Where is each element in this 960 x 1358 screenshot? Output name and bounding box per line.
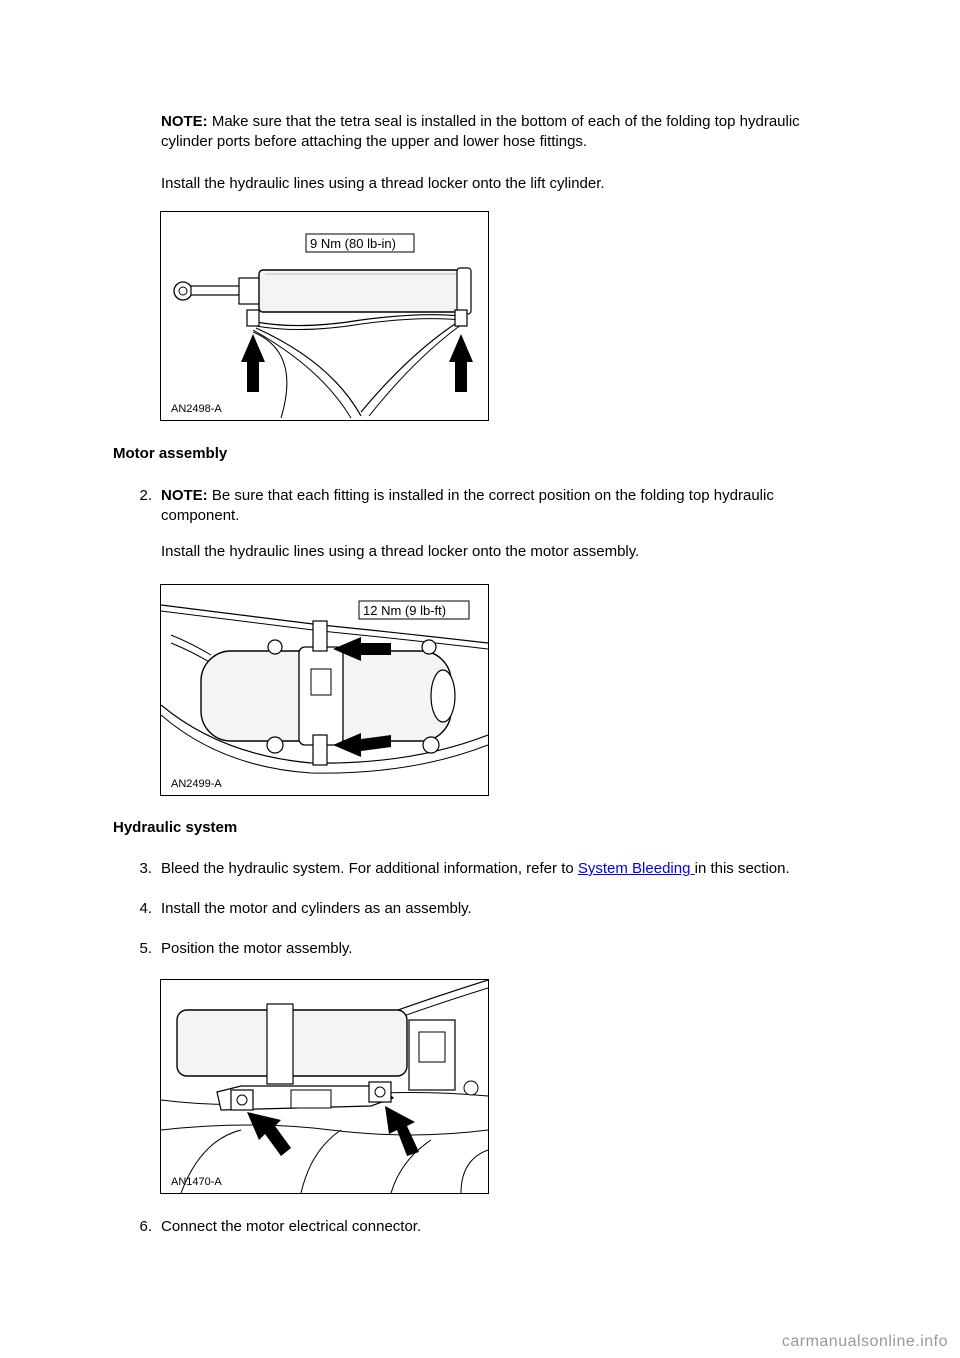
step6-instruction: Connect the motor electrical connector.	[161, 1218, 422, 1235]
note-label: NOTE:	[161, 113, 208, 130]
step2-instruction: Install the hydraulic lines using a thread locker onto the motor assembly.	[161, 543, 640, 560]
step4-number: 4.	[139, 900, 152, 917]
section-heading-motor-assembly: Motor assembly	[113, 445, 228, 462]
figure-lift-cylinder	[160, 211, 489, 421]
step2-note	[161, 486, 841, 526]
section-heading-hydraulic-system: Hydraulic system	[113, 819, 238, 836]
step5-instruction: Position the motor assembly.	[161, 940, 353, 957]
figure1-id: AN2498-A	[171, 403, 222, 415]
step3-text-after: in this section.	[694, 860, 790, 877]
figure3-id: AN1470-A	[171, 1176, 222, 1188]
step3-number: 3.	[139, 860, 152, 877]
figure2-torque-label: 12 Nm (9 lb-ft)	[363, 603, 447, 618]
step3-text-before: Bleed the hydraulic system. For additional information, refer to	[161, 860, 578, 877]
step5-number: 5.	[139, 940, 152, 957]
step6-number: 6.	[139, 1218, 152, 1235]
step2-number: 2.	[139, 487, 152, 504]
step2-note-text: Be sure that each fitting is installed in the correct position on the folding top hydraulic component.	[161, 487, 774, 524]
note-paragraph	[161, 112, 801, 152]
figure-motor-position	[160, 979, 489, 1194]
system-bleeding-link[interactable]: System Bleeding	[577, 860, 695, 877]
step1-instruction: Install the hydraulic lines using a thread locker onto the lift cylinder.	[161, 175, 605, 192]
note-text: Make sure that the tetra seal is installed in the bottom of each of the folding top hydraulic cylinder ports before attaching the upper and lower hose fittings.	[161, 113, 800, 150]
step3-instruction	[161, 859, 881, 879]
footer-watermark: carmanualsonline.info	[781, 1333, 948, 1350]
figure2-id: AN2499-A	[171, 778, 222, 790]
step4-instruction: Install the motor and cylinders as an assembly.	[161, 900, 472, 917]
step2-note-label: NOTE:	[161, 487, 208, 504]
figure-motor-assembly	[160, 584, 489, 796]
figure1-torque-label: 9 Nm (80 lb-in)	[310, 236, 396, 251]
